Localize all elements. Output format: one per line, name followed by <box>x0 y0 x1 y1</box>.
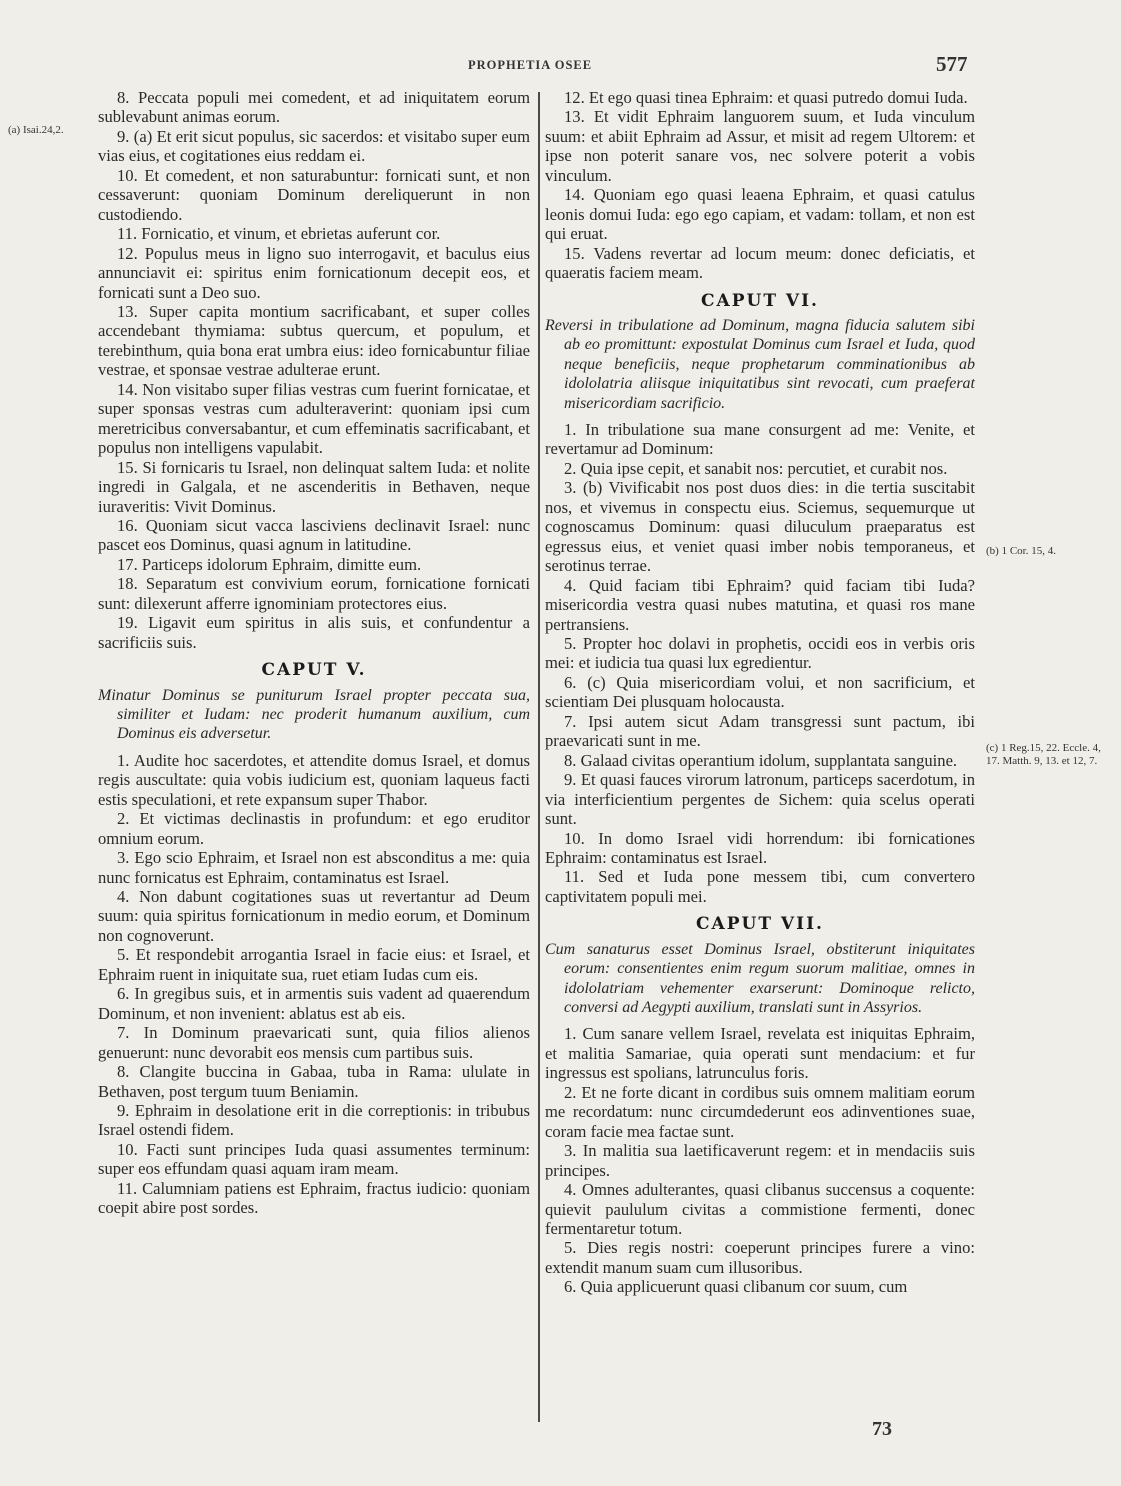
page-number: 577 <box>936 52 968 76</box>
margin-note-b: (b) 1 Cor. 15, 4. <box>986 545 1056 557</box>
verse: 10. In domo Israel vidi horrendum: ibi fornicationes Ephraim: contaminatus est Israel. <box>545 828 975 867</box>
margin-note-c: (c) 1 Reg.15, 22. Eccle. 4, 17. Matth. 9, 13. et 12, 7. <box>986 742 1101 767</box>
verse: 11. Calumniam patiens est Ephraim, fractus iudicio: quoniam coepit abire post sordes. <box>98 1178 530 1218</box>
chapter-5 <box>98 661 530 1218</box>
verse: 9. Et quasi fauces virorum latronum, particeps sacerdotum, in via interficientium pergentes de Sichem: quia scelus operati sunt. <box>545 770 975 829</box>
verse: 8. Galaad civitas operantium idolum, supplantata sanguine. <box>564 750 958 770</box>
chapter-heading: CAPUT VI. <box>701 290 819 311</box>
verse: 16. Quoniam sicut vacca lasciviens declinavit Israel: nunc pascet eos Dominus, quasi agnum in latitudine. <box>98 515 530 555</box>
verse: 4. Quid faciam tibi Ephraim? quid faciam tibi Iuda? misericordia vestra quasi nubes matutina, et quasi ros mane pertransiens. <box>545 575 975 634</box>
verse: 13. Et vidit Ephraim languorem suum, et Iuda vinculum suum: et abiit Ephraim ad Assur, et misit ad regem Ultorem: et ipse non poterit sanare vos, nec solvere poterit a vobis vinculum. <box>545 107 975 185</box>
verse: 2. Et ne forte dicant in cordibus suis omnem malitiam eorum me recordatum: nunc circumdederunt eos adinventiones suae, coram facie mea factae sunt. <box>545 1082 975 1141</box>
verse: 4. Omnes adulterantes, quasi clibanus succensus a coquente: quievit paululum civitas a commistione fermenti, donec fermentaretur totum. <box>545 1180 975 1238</box>
verse: 1. Cum sanare vellem Israel, revelata est iniquitas Ephraim, et malitia Samariae, quia operati sunt mendacium: et fur ingressus est spolians, latrunculus foris. <box>545 1024 975 1083</box>
verse: 10. Et comedent, et non saturabuntur: fornicati sunt, et non cessaverunt: quoniam Dominum dereliquerunt in non custodiendo. <box>98 165 530 224</box>
verse: 15. Si fornicaris tu Israel, non delinquat saltem Iuda: et nolite ingredi in Galgala, et ne ascenderitis in Bethaven, neque iuraveritis: Vivit Dominus. <box>98 457 530 516</box>
chapter-heading: CAPUT V. <box>261 660 367 681</box>
verse: 8. Peccata populi mei comedent, et ad iniquitatem eorum sublevabunt animas eorum. <box>98 88 530 127</box>
chapter-5-continuation <box>545 88 975 283</box>
verse: 13. Super capita montium sacrificabant, et super colles accendebant thymiama: subtus quercum, et populum, et terebinthum, quia bona erat umbra eius: ideo fornicabuntur filiae vestrae, et sponsae vestrae adulterae erunt. <box>98 301 530 380</box>
running-head: PROPHETIA OSEE <box>468 58 593 72</box>
left-column <box>98 88 530 1218</box>
chapter-heading: CAPUT VII. <box>696 914 824 935</box>
verse: 3. In malitia sua laetificaverunt regem: et in mendaciis suis principes. <box>545 1141 975 1180</box>
verse: 8. Clangite buccina in Gabaa, tuba in Rama: ululate in Bethaven, post tergum tuum Beniamin. <box>98 1062 530 1101</box>
verse: 2. Et victimas declinastis in profundum: et ego eruditor omnium eorum. <box>98 809 530 848</box>
verse: 3. Ego scio Ephraim, et Israel non est absconditus a me: quia nunc fornicatus est Ephraim, contaminatus est Israel. <box>98 848 530 887</box>
verse: 2. Quia ipse cepit, et sanabit nos: percutiet, et curabit nos. <box>564 458 948 478</box>
verse: 7. Ipsi autem sicut Adam transgressi sunt pactum, ibi praevaricati sunt in me. <box>545 711 975 751</box>
verse: 1. In tribulatione sua mane consurgent ad me: Venite, et revertamur ad Dominum: <box>545 420 975 459</box>
verse: 5. Propter hoc dolavi in prophetis, occidi eos in verbis oris mei: et iudicia tua quasi lux egredientur. <box>545 634 975 673</box>
column-divider <box>538 92 540 1422</box>
verse: 7. In Dominum praevaricati sunt, quia filios alienos genuerunt: nunc devorabit eos mensis cum partibus suis. <box>98 1023 530 1062</box>
verse: 10. Facti sunt principes Iuda quasi assumentes terminum: super eos effundam quasi aquam iram meam. <box>98 1139 530 1179</box>
verse: 14. Non visitabo super filias vestras cum fuerint fornicatae, et super sponsas vestras cum adulteraverint: quoniam ipsi cum meretricibus conversabantur, et cum effeminatis sacrificabant, et populus non intelligens vapulabit. <box>98 379 530 458</box>
verse: 6. (c) Quia misericordiam volui, et non sacrificium, et scientiam Dei plusquam holocausta. <box>545 672 975 712</box>
right-column <box>545 88 975 1297</box>
verse: 11. Sed et Iuda pone messem tibi, cum convertero captivitatem populi mei. <box>545 867 975 906</box>
verse: 9. Ephraim in desolatione erit in die correptionis: in tribubus Israel ostendi fidem. <box>98 1100 530 1140</box>
verse: 5. Et respondebit arrogantia Israel in facie eius: et Israel, et Ephraim ruent in iniquitate sua, ruet etiam Iudas cum eis. <box>98 945 530 984</box>
verse: 17. Particeps idolorum Ephraim, dimitte eum. <box>117 554 422 574</box>
verse: 6. In gregibus suis, et in armentis suis vadent ad quaerendum Dominum, et non invenient: ablatus est ab eis. <box>98 984 530 1023</box>
verse: 15. Vadens revertar ad locum meum: donec deficiatis, et quaeratis faciem meam. <box>545 243 975 283</box>
chapter-4-continuation <box>98 88 530 652</box>
signature-mark: 73 <box>872 1418 892 1440</box>
verse: 18. Separatum est convivium eorum, fornicatione fornicati sunt: dilexerunt afferre ignominiam protectores eius. <box>98 574 530 613</box>
verse: 5. Dies regis nostri: coeperunt principes furere a vino: extendit manum suam cum illusoribus. <box>545 1238 975 1277</box>
verse: 1. Audite hoc sacerdotes, et attendite domus Israel, et domus regis auscultate: quia vobis iudicium est, quoniam laqueus facti estis speculationi, et rete expansum super Thabor. <box>98 750 530 809</box>
verse: 14. Quoniam ego quasi leaena Ephraim, et quasi catulus leonis domui Iuda: ego ego capiam, et vadam: tollam, et non est qui eruat. <box>545 185 975 244</box>
verse: 12. Et ego quasi tinea Ephraim: et quasi putredo domui Iuda. <box>564 88 968 107</box>
verse: 19. Ligavit eum spiritus in alis suis, et confundentur a sacrificiis suis. <box>98 613 530 652</box>
chapter-6 <box>545 292 975 907</box>
chapter-summary: Reversi in tribulatione ad Dominum, magna fiducia salutem sibi ab eo promittunt: expostulat Dominus cum Israel et Iuda, quod neque beneficiis, neque prophetarum comminationibus ab idololatria aliisque iniquitatibus sint revocati, cum praeferat misericordiam sacrificio. <box>545 316 975 412</box>
margin-note-a: (a) Isai.24,2. <box>8 124 64 136</box>
chapter-summary: Cum sanaturus esset Dominus Israel, obstiterunt iniquitates eorum: consentientes enim regum suorum malitiae, omnes in idololatriam vehementer exarserunt: Dominoque relicto, conversi ad Aegypti auxilium, translati sunt in Assyrios. <box>545 940 975 1017</box>
verse: 12. Populus meus in ligno suo interrogavit, et baculus eius annunciavit ei: spiritus enim fornicationum decepit eos, et fornicati sunt a Deo suo. <box>98 243 530 302</box>
verse: 6. Quia applicuerunt quasi clibanum cor suum, cum <box>564 1277 908 1297</box>
verse: 11. Fornicatio, et vinum, et ebrietas auferunt cor. <box>117 224 441 244</box>
chapter-7 <box>545 915 975 1296</box>
chapter-summary: Minatur Dominus se puniturum Israel propter peccata sua, similiter et Iudam: nec proderit humanum auxilium, cum Dominus eis adversetur. <box>98 686 530 743</box>
verse: 4. Non dabunt cogitationes suas ut revertantur ad Deum suum: quia spiritus fornicationum in medio eorum, et Dominum non cognoverunt. <box>98 886 530 945</box>
verse: 3. (b) Vivificabit nos post duos dies: in die tertia suscitabit nos, et vivemus in conspectu eius. Sciemus, sequemurque ut cognoscamus Dominum: quasi diluculum praeparatus est egressus eius, et veniet quasi imber nobis temporaneus, et serotinus terrae. <box>545 478 975 576</box>
verse: 9. (a) Et erit sicut populus, sic sacerdos: et visitabo super eum vias eius, et cogitationes eius reddam ei. <box>98 126 530 166</box>
